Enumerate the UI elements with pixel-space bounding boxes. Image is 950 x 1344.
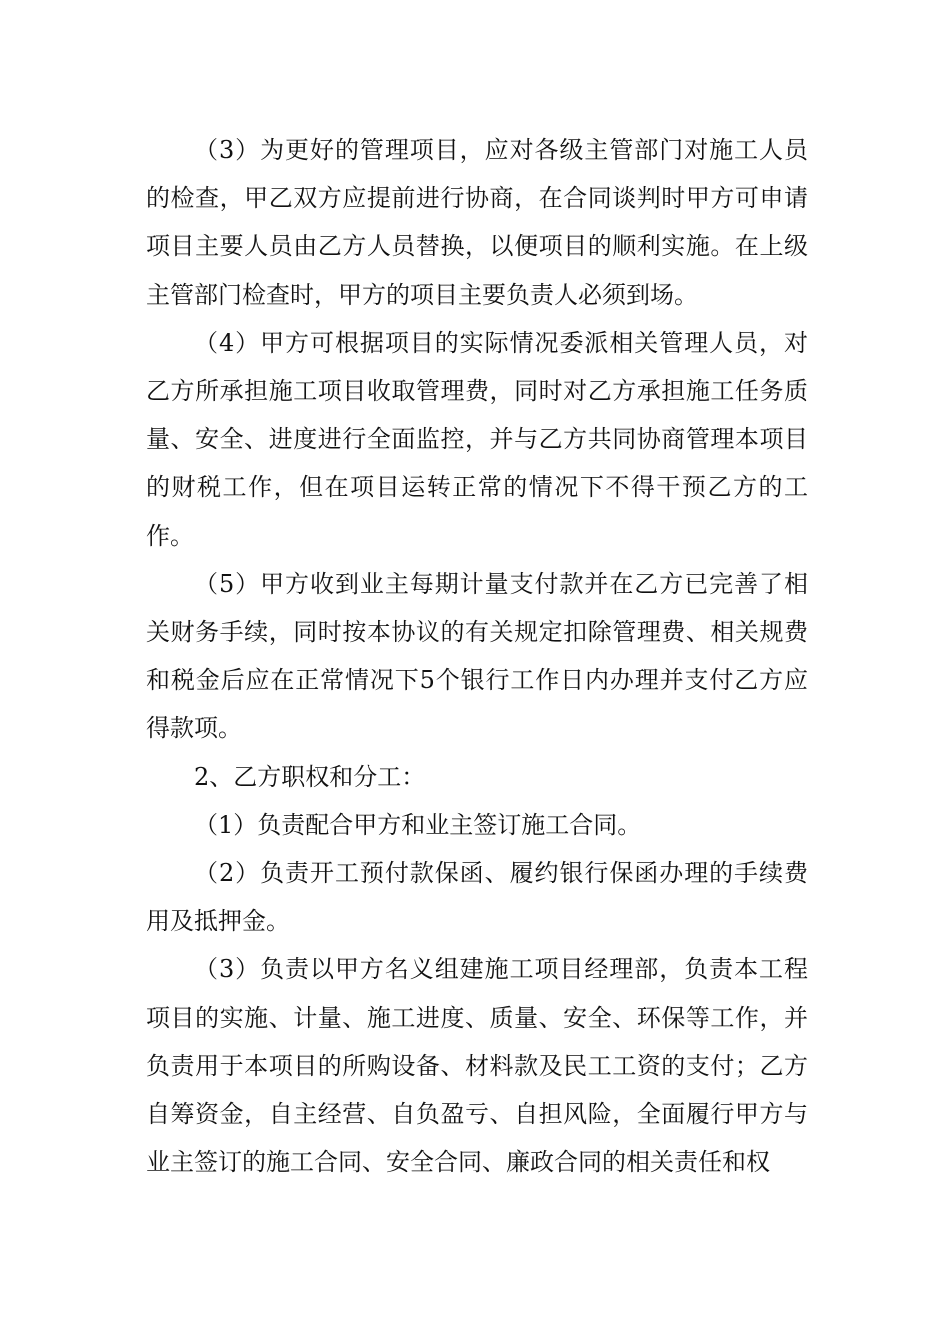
- paragraph-item-4-duty: （4）甲方可根据项目的实际情况委派相关管理人员，对乙方所承担施工项目收取管理费，同时对乙方承担施工任务质量、安全、进度进行全面监控，并与乙方共同协商管理本项目的财税工作，但在项目运转正常的情况下不得干预乙方的工作。: [146, 328, 808, 550]
- paragraph-b-item-1: （1）负责配合甲方和业主签订施工合同。: [194, 810, 642, 839]
- section-heading-party-b: 2、乙方职权和分工：: [194, 762, 426, 791]
- document-body: [146, 126, 808, 1186]
- paragraph-item-5-duty: （5）甲方收到业主每期计量支付款并在乙方已完善了相关财务手续，同时按本协议的有关规定扣除管理费、相关规费和税金后应在正常情况下5个银行工作日内办理并支付乙方应得款项。: [146, 569, 808, 743]
- paragraph-b-item-3: （3）负责以甲方名义组建施工项目经理部，负责本工程项目的实施、计量、施工进度、质量、安全、环保等工作，并负责用于本项目的所购设备、材料款及民工工资的支付；乙方自筹资金，自主经营、自负盈亏、自担风险，全面履行甲方与业主签订的施工合同、安全合同、廉政合同的相关责任和权: [146, 955, 808, 1177]
- paragraph-item-3-duty: （3）为更好的管理项目，应对各级主管部门对施工人员的检查，甲乙双方应提前进行协商，在合同谈判时甲方可申请项目主要人员由乙方人员替换，以便项目的顺利实施。在上级主管部门检查时，甲方的项目主要负责人必须到场。: [146, 136, 808, 309]
- paragraph-b-item-2: （2）负责开工预付款保函、履约银行保函办理的手续费用及抵押金。: [146, 859, 808, 936]
